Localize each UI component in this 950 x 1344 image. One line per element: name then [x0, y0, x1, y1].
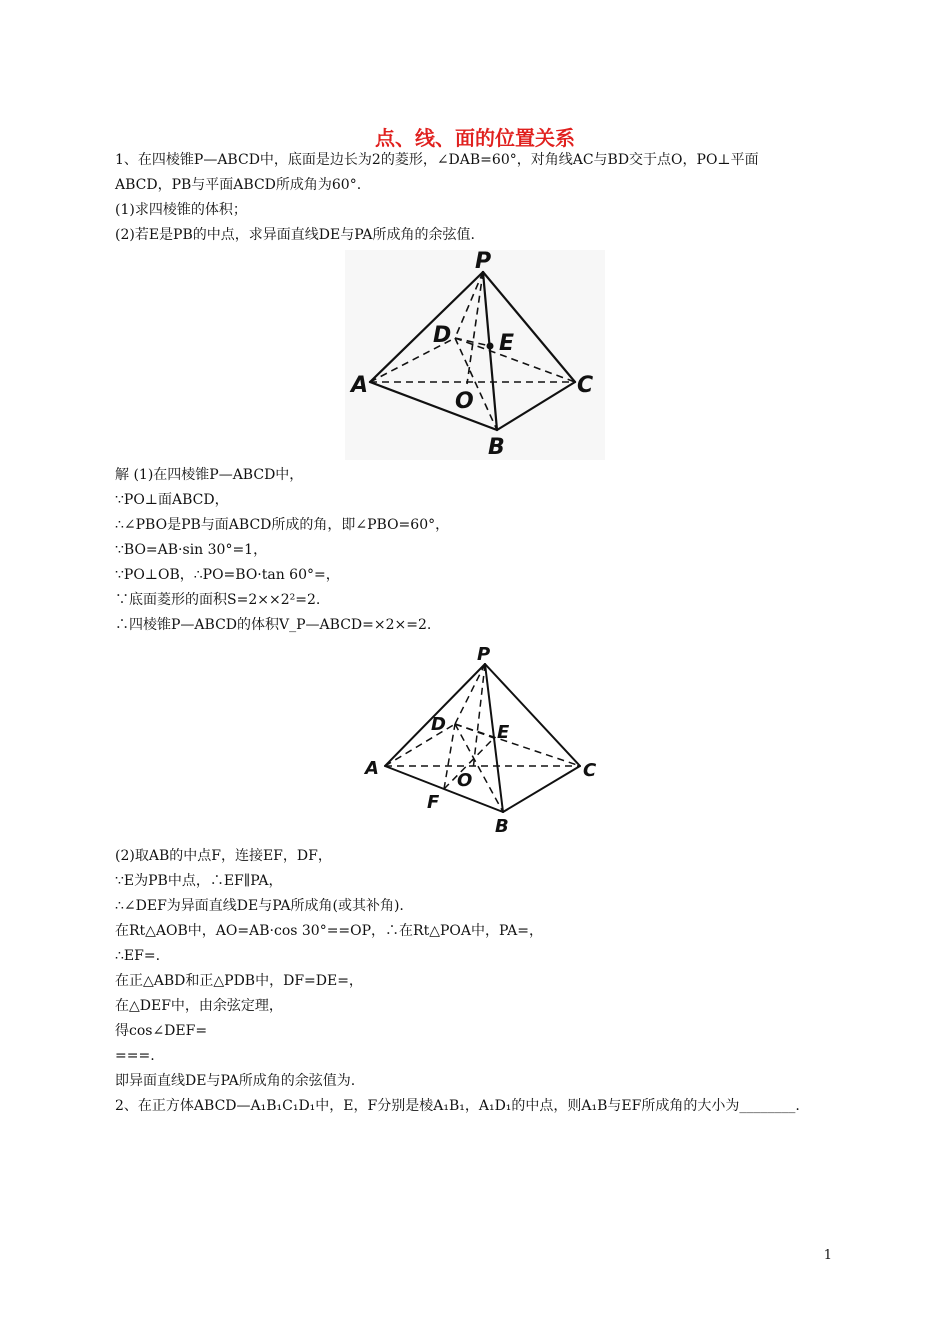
q1-part2: (2)若E是PB的中点，求异面直线DE与PA所成角的余弦值. — [115, 227, 475, 243]
label-C: C — [583, 760, 597, 781]
solution1-line7: ∴四棱锥P—ABCD的体积V_P—ABCD=×2×=2. — [115, 617, 432, 633]
q2-text: 2、在正方体ABCD—A₁B₁C₁D₁中，E，F分别是棱A₁B₁，A₁D₁的中点，则A₁B与EF所成角的大小为________. — [115, 1098, 800, 1114]
solution1-line3: ∴∠PBO是PB与面ABCD所成的角，即∠PBO=60°， — [115, 517, 450, 533]
page-number: 1 — [823, 1248, 832, 1263]
solution2-line1: (2)取AB的中点F，连接EF，DF， — [115, 848, 332, 864]
label-C: C — [577, 373, 594, 398]
label-D: D — [431, 714, 446, 735]
solution2-line3: ∴∠DEF为异面直线DE与PA所成角(或其补角). — [115, 898, 404, 914]
solution1-line1: 解 (1)在四棱锥P—ABCD中， — [115, 467, 304, 483]
q1-part1: (1)求四棱锥的体积； — [115, 202, 247, 218]
solution2-line4: 在Rt△AOB中，AO=AB·cos 30°==OP，∴在Rt△POA中，PA=， — [115, 923, 543, 939]
label-O: O — [457, 770, 473, 791]
figure2-labels — [363, 644, 597, 837]
solution2-line7: 在△DEF中，由余弦定理， — [115, 998, 283, 1014]
solution1-line4: ∵BO=AB·sin 30°=1， — [115, 542, 268, 558]
solution2-line2: ∵E为PB中点，∴EF∥PA， — [115, 873, 283, 889]
q1-line2: ABCD，PB与平面ABCD所成角为60°. — [115, 177, 362, 193]
label-E: E — [497, 722, 510, 743]
label-D: D — [433, 323, 452, 348]
q1-line1: 1、在四棱锥P—ABCD中，底面是边长为2的菱形，∠DAB=60°，对角线AC与BD交于点O，PO⊥平面 — [115, 152, 759, 168]
solution2-line9: ===. — [115, 1048, 155, 1064]
label-P: P — [475, 250, 492, 274]
solution2-line6: 在正△ABD和正△PDB中，DF=DE=， — [115, 973, 363, 989]
pyramid-figure-2 — [355, 640, 605, 840]
solution2-line10: 即异面直线DE与PA所成角的余弦值为. — [115, 1073, 356, 1089]
solution2-line5: ∴EF=. — [115, 948, 161, 964]
label-F: F — [427, 792, 440, 813]
label-O: O — [455, 389, 474, 414]
label-B: B — [488, 435, 505, 460]
label-P: P — [477, 644, 491, 665]
label-E: E — [499, 331, 515, 356]
label-A: A — [351, 373, 369, 398]
solution1-line5: ∵PO⊥OB，∴PO=BO·tan 60°=， — [115, 567, 340, 583]
solution2-line8: 得cos∠DEF= — [115, 1023, 208, 1039]
pyramid-figure-1 — [345, 250, 605, 460]
page-title: 点、线、面的位置关系 — [375, 126, 575, 150]
solution1-line2: ∵PO⊥面ABCD， — [115, 492, 229, 508]
label-B: B — [495, 816, 509, 837]
label-A: A — [365, 758, 379, 779]
solution1-line6: ∵底面菱形的面积S=2××2²=2. — [115, 592, 321, 608]
